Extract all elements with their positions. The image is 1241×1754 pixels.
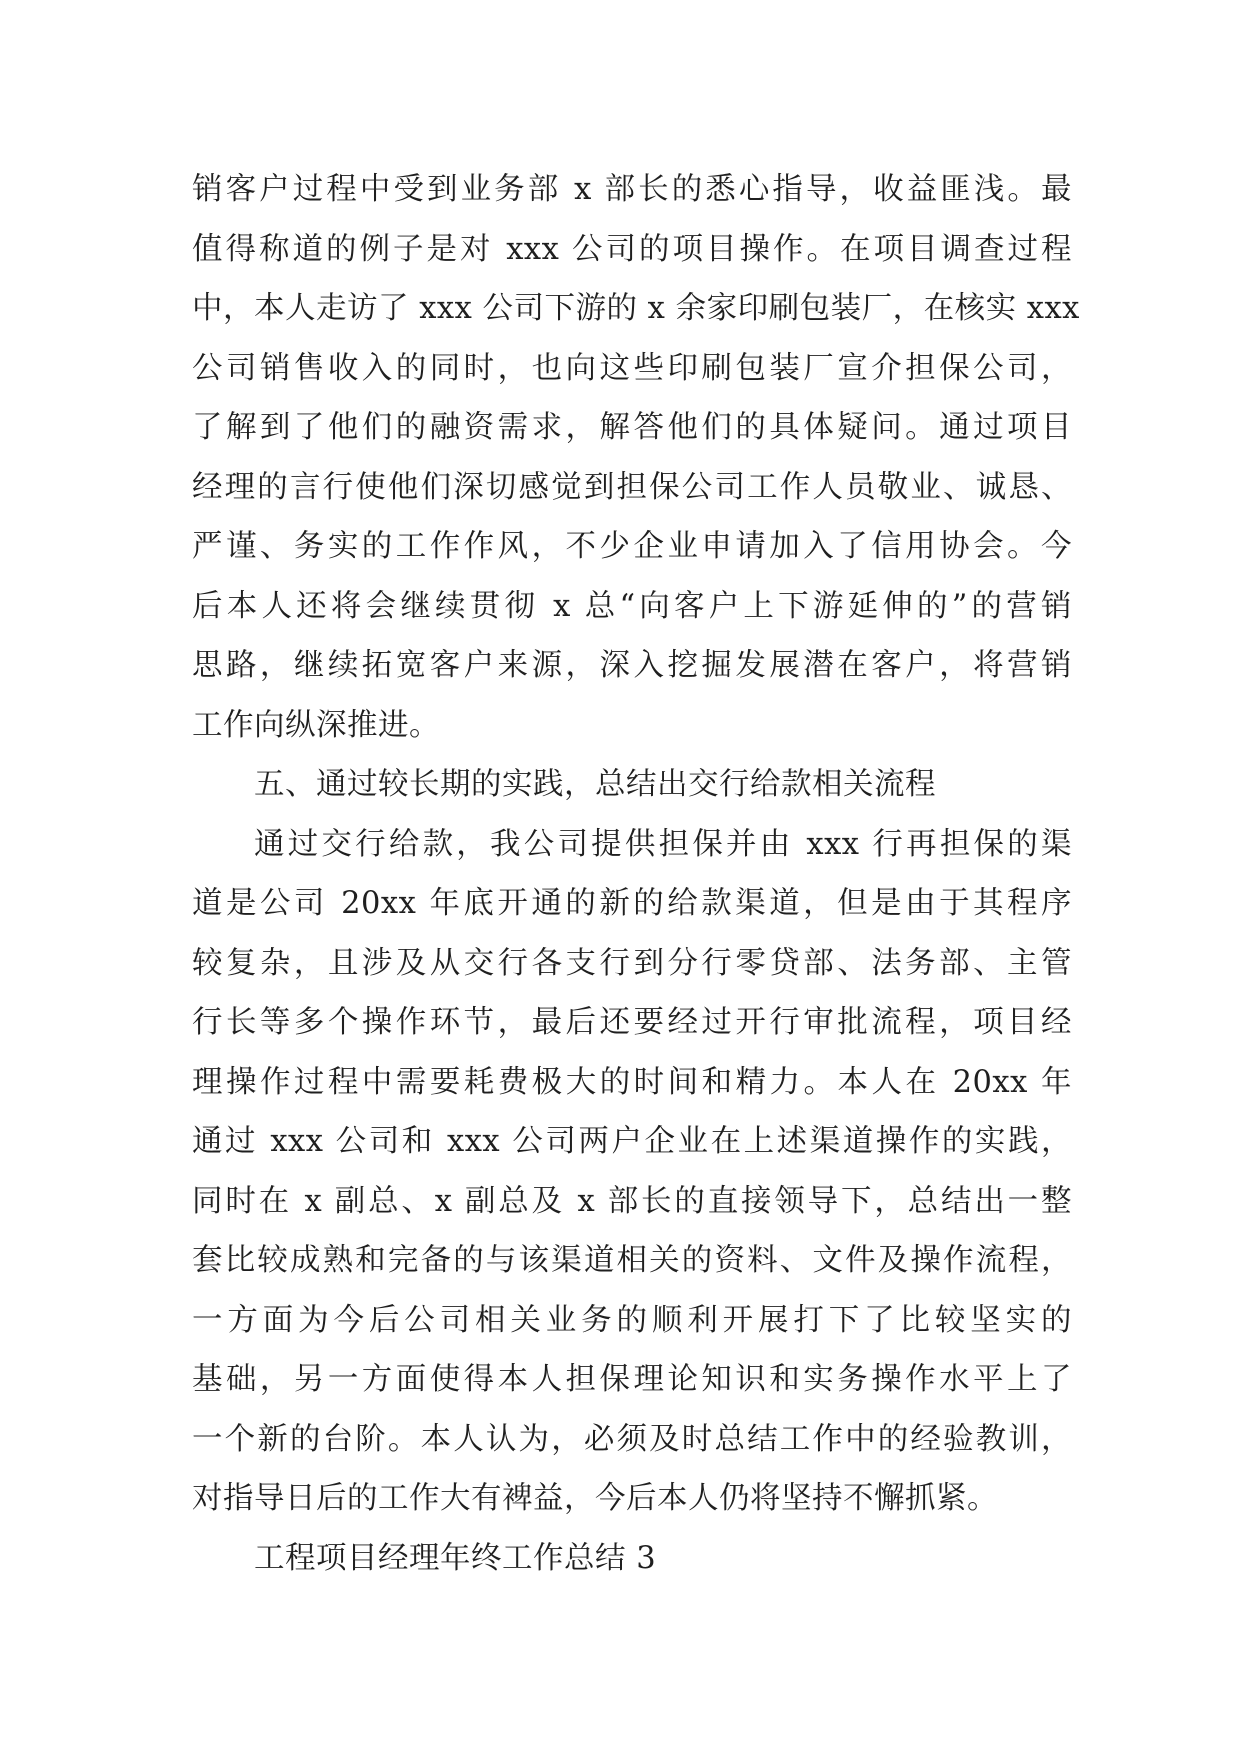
text-line: 了解到了他们的融资需求，解答他们的具体疑问。通过项目 (192, 410, 1072, 445)
text-line: 经理的言行使他们深切感觉到担保公司工作人员敬业、诚恳、 (192, 469, 1072, 505)
text-line: 套比较成熟和完备的与该渠道相关的资料、文件及操作流程， (192, 1243, 1072, 1278)
text-line: 较复杂，且涉及从交行各支行到分行零贷部、法务部、主管 (192, 945, 1072, 981)
section-heading: 五、通过较长期的实践，总结出交行给款相关流程 (254, 767, 936, 802)
text-line: 通过 xxx 公司和 xxx 公司两户企业在上述渠道操作的实践， (192, 1124, 1072, 1159)
text-line: 严谨、务实的工作作风，不少企业申请加入了信用协会。今 (192, 529, 1072, 564)
text-line: 通过交行给款，我公司提供担保并由 xxx 行再担保的渠 (254, 826, 1072, 862)
text-line: 思路，继续拓宽客户来源，深入挖掘发展潜在客户，将营销 (192, 648, 1072, 683)
text-line: 对指导日后的工作大有裨益，今后本人仍将坚持不懈抓紧。 (192, 1481, 998, 1516)
text-line: 一个新的台阶。本人认为，必须及时总结工作中的经验教训， (192, 1421, 1072, 1457)
text-line: 基础，另一方面使得本人担保理论知识和实务操作水平上了 (192, 1362, 1072, 1397)
text-line: 一方面为今后公司相关业务的顺利开展打下了比较坚实的 (192, 1302, 1072, 1338)
text-line: 中，本人走访了 xxx 公司下游的 x 余家印刷包装厂，在核实 xxx (192, 291, 1080, 326)
document-body (192, 160, 1080, 1588)
text-line: 值得称道的例子是对 xxx 公司的项目操作。在项目调查过程 (192, 231, 1072, 267)
text-line: 行长等多个操作环节，最后还要经过开行审批流程，项目经 (192, 1005, 1072, 1040)
document-subtitle: 工程项目经理年终工作总结 3 (254, 1540, 657, 1576)
text-line: 理操作过程中需要耗费极大的时间和精力。本人在 20xx 年 (192, 1064, 1072, 1100)
text-line: 工作向纵深推进。 (192, 707, 440, 743)
text-line: 销客户过程中受到业务部 x 部长的悉心指导，收益匪浅。最 (192, 172, 1072, 207)
text-line: 公司销售收入的同时，也向这些印刷包装厂宣介担保公司， (192, 350, 1072, 386)
text-line: 后本人还将会继续贯彻 x 总“向客户上下游延伸的”的营销 (192, 588, 1072, 624)
text-line: 道是公司 20xx 年底开通的新的给款渠道，但是由于其程序 (192, 886, 1072, 921)
text-line: 同时在 x 副总、x 副总及 x 部长的直接领导下，总结出一整 (192, 1183, 1072, 1219)
